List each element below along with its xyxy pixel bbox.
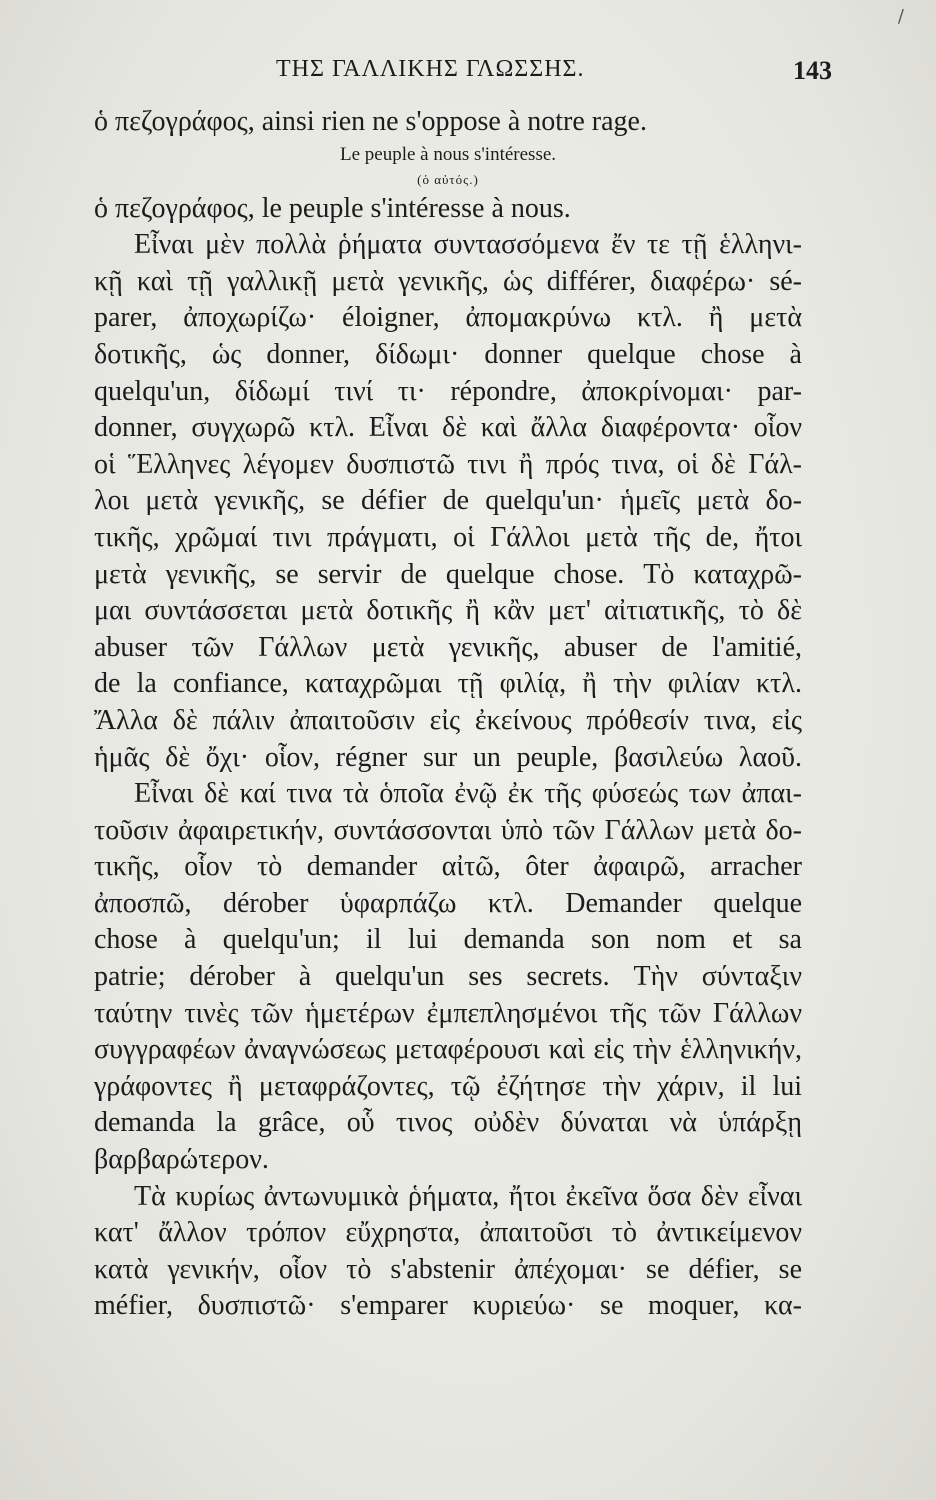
text-line: ταύτην τινὲς τῶν ἡμετέρων ἐμπεπλησμένοι τῆς τῶν Γάλλων <box>94 997 802 1029</box>
text-line: Ἄλλα δὲ πάλιν ἀπαιτοῦσιν εἰς ἐκείνους πρόθεσίν τινα, εἰς <box>94 704 802 736</box>
text-line: parer, ἀποχωρίζω· éloigner, ἀπομακρύνω κτλ. ἢ μετὰ <box>94 302 802 334</box>
running-title: ΤΗΣ ΓΑΛΛΙΚΗΣ ΓΛΩΣΣΗΣ. <box>276 56 585 82</box>
text-line: abuser τῶν Γάλλων μετὰ γενικῆς, abuser de l'amitié, <box>94 631 802 663</box>
text-line: méfier, δυσπιστῶ· s'emparer κυριεύω· se moquer, κα- <box>94 1290 802 1322</box>
text-line: δοτικῆς, ὡς donner, δίδωμι· donner quelque chose à <box>94 338 802 370</box>
text-line: βαρβαρώτερον. <box>94 1144 269 1176</box>
text-line: demanda la grâce, οὗ τινος οὐδὲν δύναται νὰ ὑπάρξῃ <box>94 1107 802 1139</box>
text-line: συγγραφέων ἀναγνώσεως μεταφέρουσι καὶ εἰς τὴν ἑλληνικήν, <box>94 1034 802 1066</box>
text-line: ὁ πεζογράφος, le peuple s'intéresse à nous. <box>94 192 571 224</box>
corner-mark: / <box>897 6 904 27</box>
text-line: μετὰ γενικῆς, se servir de quelque chose. Τὸ καταχρῶ- <box>94 558 802 590</box>
page-header <box>96 56 832 92</box>
text-line: quelqu'un, δίδωμί τινί τι· répondre, ἀποκρίνομαι· par- <box>94 375 802 407</box>
quotation-line: Le peuple à nous s'intéresse. <box>339 143 557 165</box>
text-line: κατὰ γενικήν, οἷον τὸ s'abstenir ἀπέχομαι· se défier, se <box>94 1253 802 1285</box>
text-line: Εἶναι μὲν πολλὰ ῥήματα συντασσόμενα ἔν τε τῇ ἑλληνι- <box>134 229 802 261</box>
page-number: 143 <box>793 56 832 85</box>
text-line: ἡμᾶς δὲ ὄχι· οἷον, régner sur un peuple, βασιλεύω λαοῦ. <box>94 741 802 773</box>
body-text <box>94 104 802 1325</box>
text-line: τοῦσιν ἀφαιρετικήν, συντάσσονται ὑπὸ τῶν Γάλλων μετὰ δο- <box>94 814 802 846</box>
text-line: κῇ καὶ τῇ γαλλικῇ μετὰ γενικῆς, ὡς différer, διαφέρω· sé- <box>94 265 802 297</box>
text-line: τικῆς, χρῶμαί τινι πράγματι, οἱ Γάλλοι μετὰ τῆς de, ἤτοι <box>94 521 802 553</box>
quotation-source: (ὁ αὐτός.) <box>417 171 479 187</box>
text-line: ὁ πεζογράφος, ainsi rien ne s'oppose à notre rage. <box>94 106 647 137</box>
text-line: ἀποσπῶ, dérober ὑφαρπάζω κτλ. Demander quelque <box>94 887 802 919</box>
text-line: τικῆς, οἷον τὸ demander αἰτῶ, ôter ἀφαιρῶ, arracher <box>94 851 802 883</box>
text-line: οἱ Ἕλληνες λέγομεν δυσπιστῶ τινι ἢ πρός τινα, οἱ δὲ Γάλ- <box>94 448 802 480</box>
text-line: λοι μετὰ γενικῆς, se défier de quelqu'un· ἡμεῖς μετὰ δο- <box>94 485 802 517</box>
text-line: chose à quelqu'un; il lui demanda son nom et sa <box>94 924 802 956</box>
text-line: Τὰ κυρίως ἀντωνυμικὰ ῥήματα, ἤτοι ἐκεῖνα ὅσα δὲν εἶναι <box>134 1180 802 1212</box>
text-line: μαι συντάσσεται μετὰ δοτικῆς ἢ κἂν μετ' αἰτιατικῆς, τὸ δὲ <box>94 595 802 627</box>
text-line: donner, συγχωρῶ κτλ. Εἶναι δὲ καὶ ἄλλα διαφέροντα· οἷον <box>94 412 802 444</box>
text-line: patrie; dérober à quelqu'un ses secrets. Τὴν σύνταξιν <box>94 961 802 993</box>
text-line: κατ' ἄλλον τρόπον εὔχρηστα, ἀπαιτοῦσι τὸ ἀντικείμενον <box>94 1217 802 1249</box>
text-line: de la confiance, καταχρῶμαι τῇ φιλίᾳ, ἢ τὴν φιλίαν κτλ. <box>94 668 802 700</box>
text-line: Εἶναι δὲ καί τινα τὰ ὁποῖα ἐνῷ ἐκ τῆς φύσεώς των ἀπαι- <box>134 778 802 810</box>
text-line: γράφοντες ἢ μεταφράζοντες, τῷ ἐζήτησε τὴν χάριν, il lui <box>94 1070 802 1102</box>
